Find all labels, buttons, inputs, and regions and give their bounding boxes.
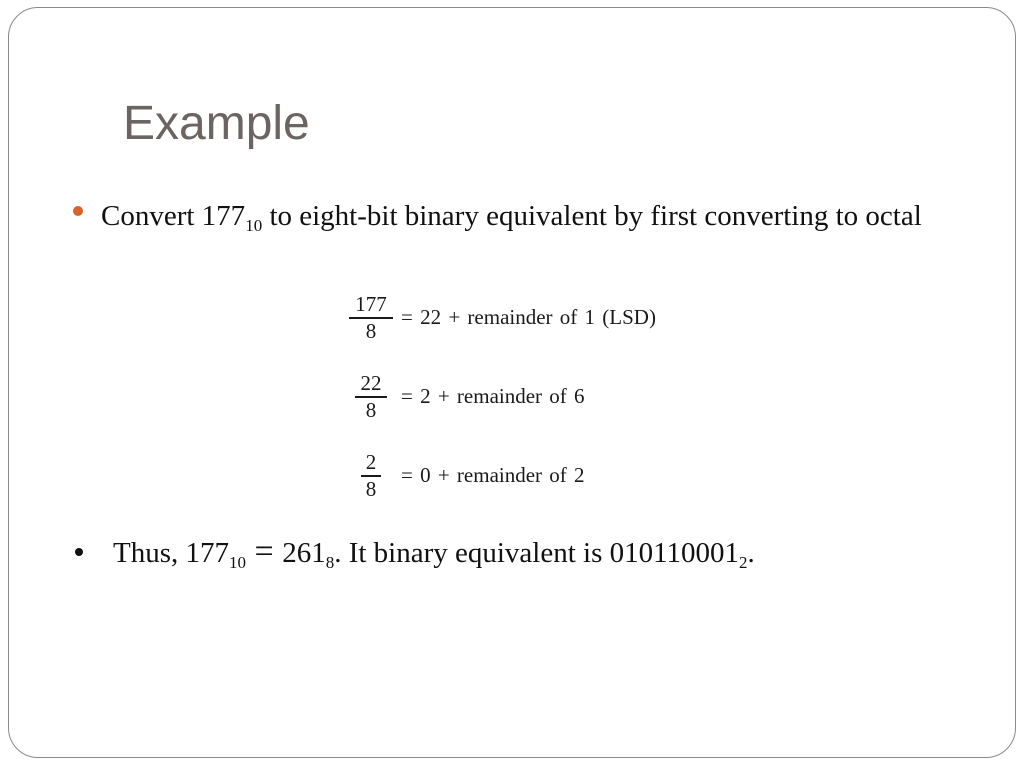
bullet-convert-text — [101, 194, 953, 238]
bullet-convert-suffix: to eight-bit binary equivalent by first converting to octal — [262, 200, 922, 232]
fraction-1-denominator: 8 — [365, 318, 377, 343]
fraction-3 — [347, 450, 395, 502]
fraction-3-denominator: 8 — [365, 476, 377, 501]
bullet-convert-prefix: Convert 177 — [101, 200, 246, 232]
division-step-3-result: = 0 + remainder of 2 — [401, 463, 585, 488]
division-step-1 — [347, 292, 656, 344]
bullet-result-sub1: 10 — [229, 553, 246, 572]
fraction-1 — [347, 292, 395, 344]
bullet-result-part4: . — [747, 537, 755, 569]
bullet-result-part1: Thus, 177 — [113, 537, 229, 569]
bullet-result — [75, 530, 755, 575]
fraction-1-numerator: 177 — [355, 292, 387, 316]
bullet-result-part2: 261 — [282, 537, 326, 569]
slide-title: Example — [123, 97, 310, 150]
bullet-dot-icon — [73, 206, 83, 216]
division-step-3 — [347, 450, 585, 502]
fraction-3-numerator: 2 — [365, 450, 377, 474]
bullet-result-part3: . It binary equivalent is 010110001 — [334, 537, 740, 569]
fraction-2 — [347, 371, 395, 423]
division-step-1-result: = 22 + remainder of 1 (LSD) — [401, 305, 656, 330]
division-step-2 — [347, 371, 585, 423]
fraction-2-numerator: 22 — [360, 371, 382, 395]
bullet-result-sub2: 8 — [325, 553, 335, 572]
bullet-result-sub3: 2 — [739, 553, 748, 572]
division-step-2-result: = 2 + remainder of 6 — [401, 384, 585, 409]
fraction-2-denominator: 8 — [365, 397, 377, 422]
bullet-convert — [73, 194, 953, 238]
slide — [8, 7, 1016, 758]
bullet-dot-icon — [75, 548, 83, 556]
bullet-result-equals: = — [246, 533, 283, 570]
bullet-convert-subscript: 10 — [245, 216, 263, 235]
